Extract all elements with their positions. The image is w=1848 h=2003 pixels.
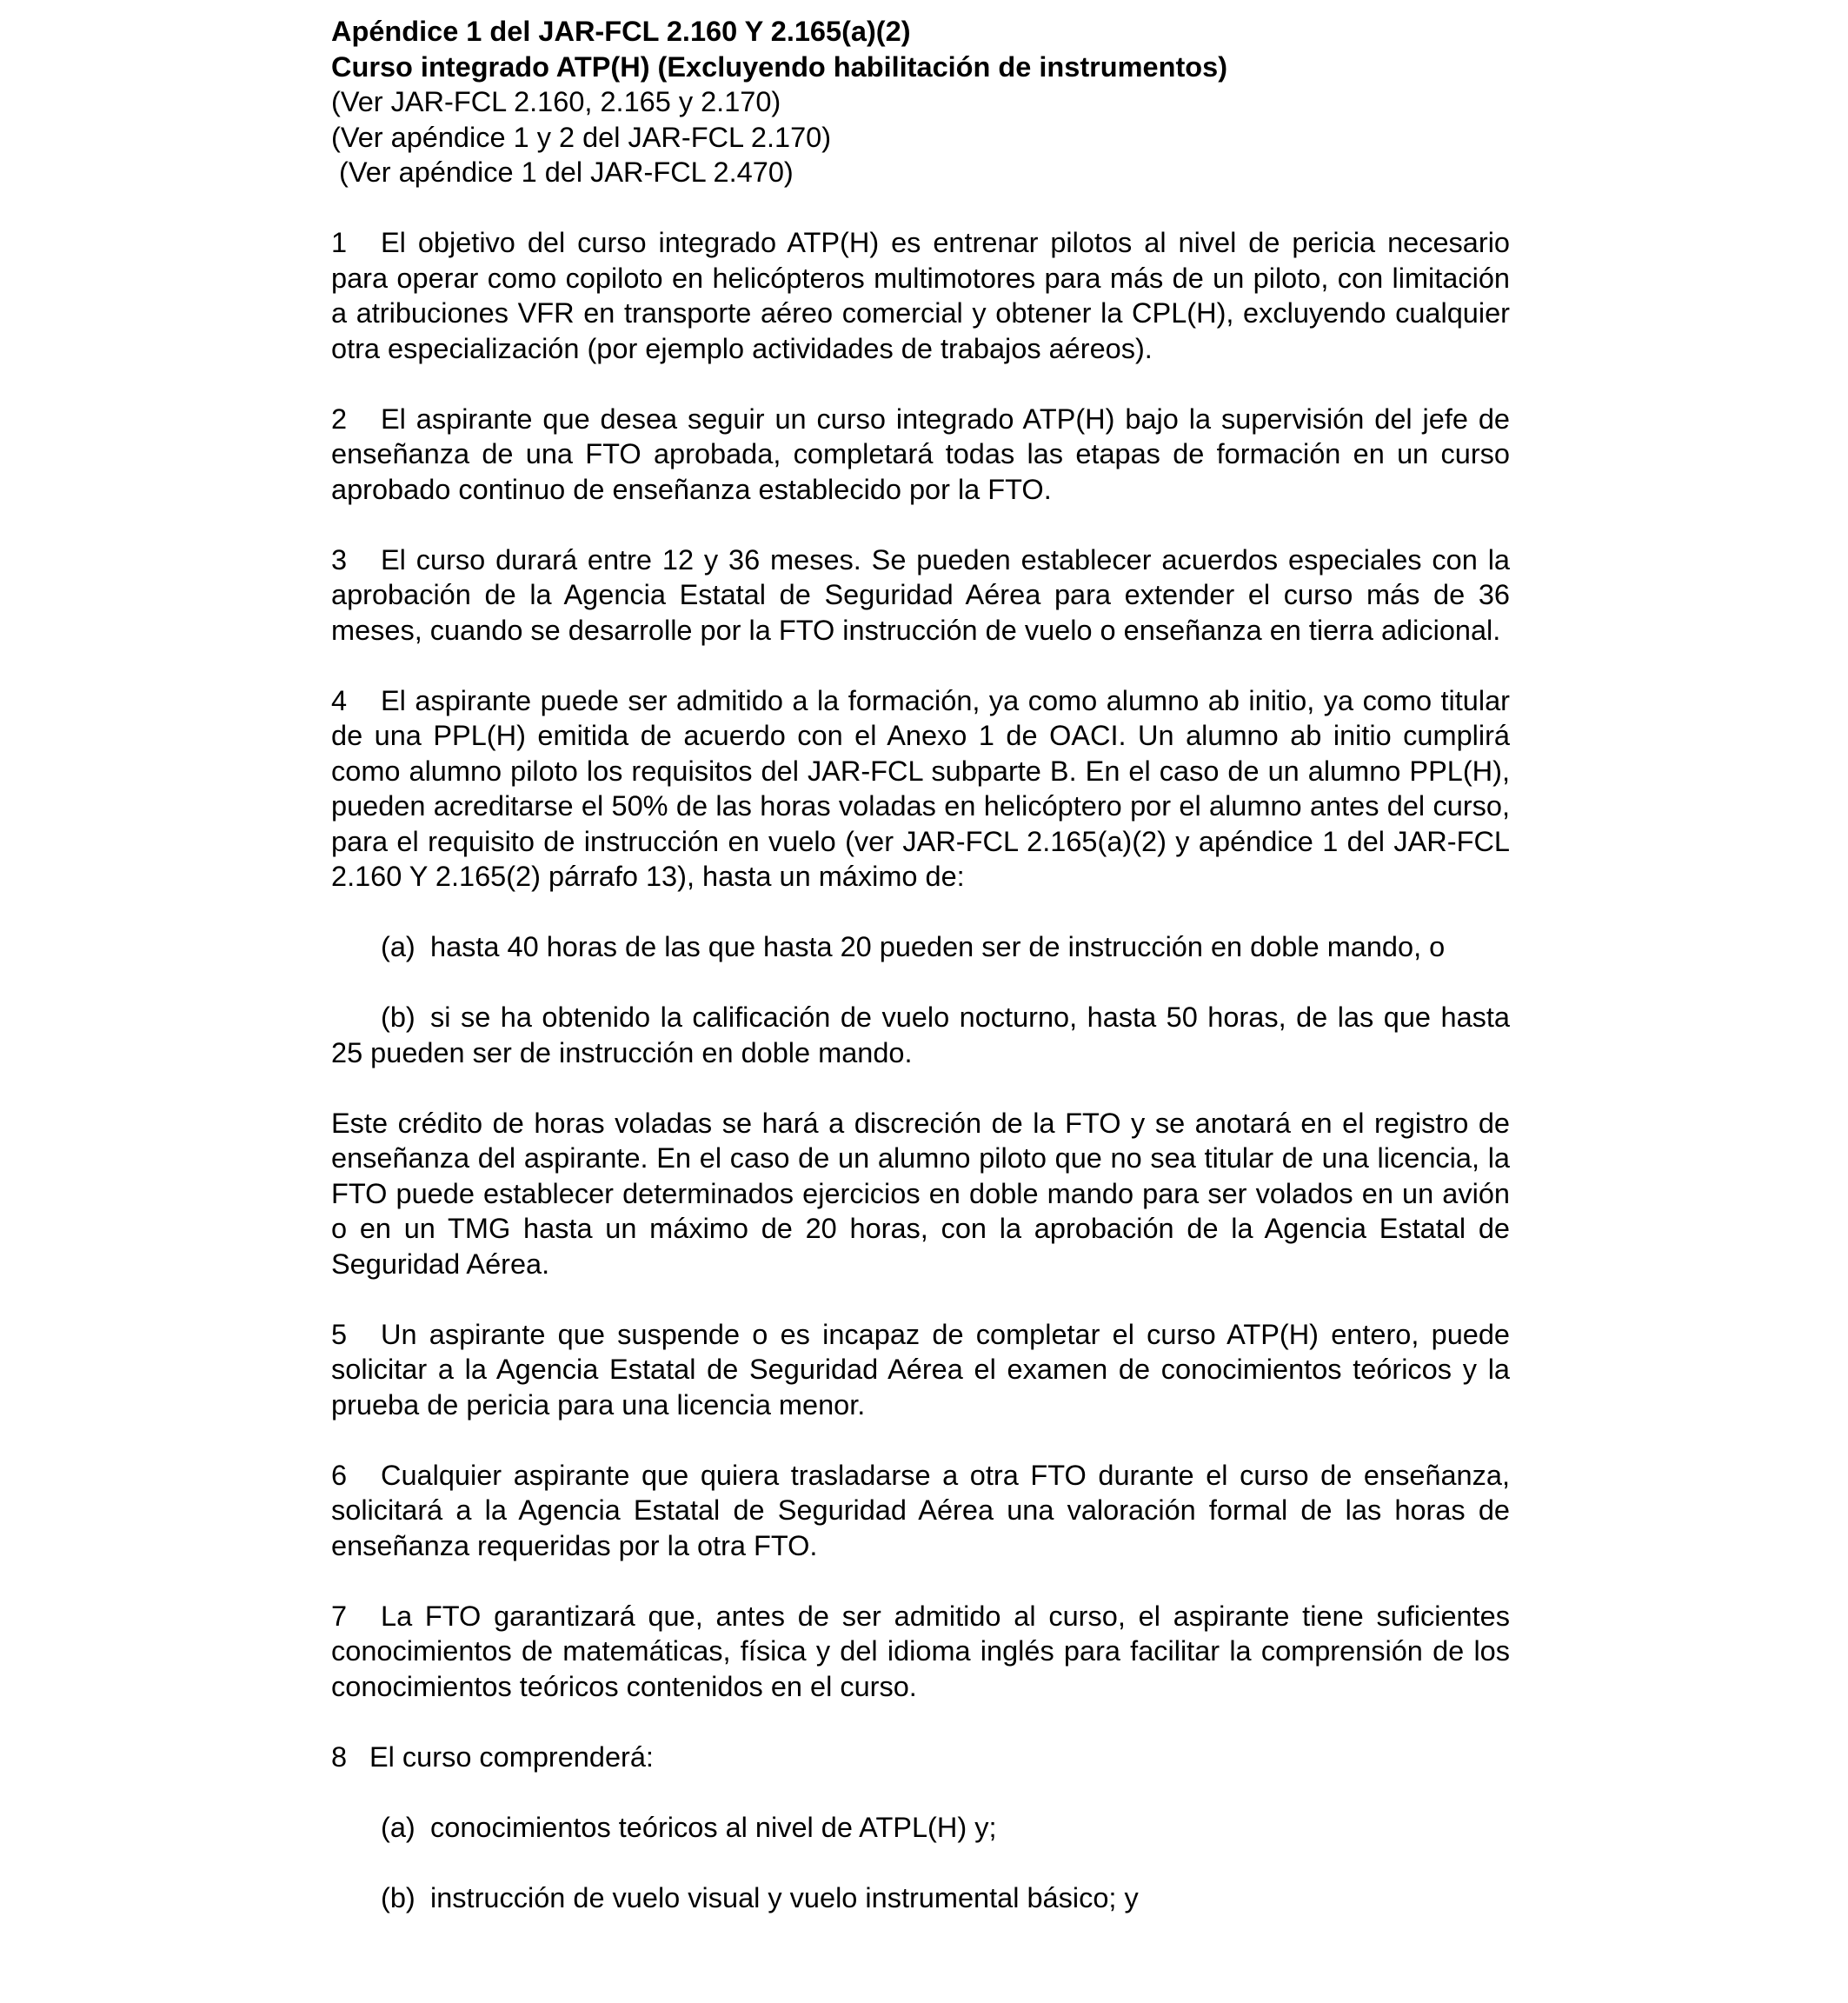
paragraph-number: 8 — [331, 1740, 348, 1773]
item-letter: (a) — [381, 931, 415, 962]
paragraph-number: 6 — [331, 1459, 348, 1491]
reference-line: (Ver JAR-FCL 2.160, 2.165 y 2.170) — [331, 86, 781, 117]
paragraph-8-item-b — [331, 1880, 1510, 1916]
paragraph-number: 4 — [331, 684, 348, 716]
paragraph-text: La FTO garantizará que, antes de ser admitido al curso, el aspirante tiene suficientes conocimientos de matemáticas, física y del idioma inglés para facilitar la comprensión de los conocimientos teóricos contenidos en el curso. — [331, 1600, 1510, 1702]
paragraph-number: 7 — [331, 1600, 348, 1632]
paragraph-4 — [331, 683, 1510, 895]
course-title: Curso integrado ATP(H) (Excluyendo habilitación de instrumentos) — [331, 50, 1228, 83]
paragraph-text: El aspirante puede ser admitido a la formación, ya como alumno ab initio, ya como titular de una PPL(H) emitida de acuerdo con el Anexo 1 de OACI. Un alumno ab initio cumplirá como alumno piloto los requisitos del JAR-FCL subparte B. En el caso de un alumno PPL(H), pueden acreditarse el 50% de las horas voladas en helicóptero por el alumno antes del curso, para el requisito de instrucción en vuelo (ver JAR-FCL 2.165(a)(2) y apéndice 1 del JAR-FCL 2.160 Y 2.165(2) párrafo 13), hasta un máximo de: — [331, 684, 1510, 892]
paragraph-text: El aspirante que desea seguir un curso integrado ATP(H) bajo la supervisión del jefe de enseñanza de una FTO aprobada, completará todas las etapas de formación en un curso aprobado continuo de enseñanza establecido por la FTO. — [331, 403, 1510, 505]
paragraph-number: 3 — [331, 543, 348, 576]
paragraph-text: Cualquier aspirante que quiera trasladarse a otra FTO durante el curso de enseñanza, solicitará a la Agencia Estatal de Seguridad Aérea una valoración formal de las horas de enseñanza requeridas por la otra FTO. — [331, 1459, 1510, 1561]
paragraph-text: El curso comprenderá: — [369, 1740, 654, 1773]
item-text: conocimientos teóricos al nivel de ATPL(H) y; — [430, 1811, 997, 1843]
paragraph-3 — [331, 542, 1510, 649]
reference-line: (Ver apéndice 1 del JAR-FCL 2.470) — [331, 156, 794, 188]
paragraph-1 — [331, 225, 1510, 366]
paragraph-6 — [331, 1458, 1510, 1564]
paragraph-text: El objetivo del curso integrado ATP(H) es entrenar pilotos al nivel de pericia necesario para operar como copiloto en helicópteros multimotores para más de un piloto, con limitación a atribuciones VFR en transporte aéreo comercial y obtener la CPL(H), excluyendo cualquier otra especialización (por ejemplo actividades de trabajos aéreos). — [331, 227, 1510, 364]
reference-line: (Ver apéndice 1 y 2 del JAR-FCL 2.170) — [331, 121, 832, 153]
credit-paragraph: Este crédito de horas voladas se hará a discreción de la FTO y se anotará en el registro de enseñanza del aspirante. En el caso de un alumno piloto que no sea titular de una licencia, la FTO puede establecer determinados ejercicios en doble mando para ser volados en un avión o en un TMG hasta un máximo de 20 horas, con la aprobación de la Agencia Estatal de Seguridad Aérea. — [331, 1107, 1510, 1280]
paragraph-number: 1 — [331, 227, 348, 258]
paragraph-text: Un aspirante que suspende o es incapaz de completar el curso ATP(H) entero, puede solicitar a la Agencia Estatal de Seguridad Aérea el examen de conocimientos teóricos y la prueba de pericia para una licencia menor. — [331, 1318, 1510, 1421]
item-letter: (a) — [381, 1811, 415, 1843]
item-text: hasta 40 horas de las que hasta 20 pueden ser de instrucción en doble mando, o — [430, 931, 1446, 962]
paragraph-2 — [331, 402, 1510, 508]
paragraph-4-item-b — [331, 1000, 1510, 1070]
paragraph-number: 5 — [331, 1318, 348, 1350]
paragraph-5 — [331, 1317, 1510, 1423]
item-text: si se ha obtenido la calificación de vuelo nocturno, hasta 50 horas, de las que hasta 25 pueden ser de instrucción en doble mando. — [331, 1002, 1510, 1068]
paragraph-number: 2 — [331, 403, 348, 435]
paragraph-8 — [331, 1740, 1510, 1775]
document-header — [331, 14, 1510, 190]
document-page — [331, 14, 1510, 1951]
item-letter: (b) — [381, 1881, 415, 1913]
item-text: instrucción de vuelo visual y vuelo instrumental básico; y — [430, 1881, 1139, 1913]
paragraph-7 — [331, 1599, 1510, 1705]
appendix-title: Apéndice 1 del JAR-FCL 2.160 Y 2.165(a)(2) — [331, 16, 911, 47]
item-letter: (b) — [381, 1002, 415, 1033]
paragraph-8-item-a — [331, 1810, 1510, 1846]
paragraph-4-item-a — [331, 929, 1510, 965]
paragraph-text: El curso durará entre 12 y 36 meses. Se pueden establecer acuerdos especiales con la aprobación de la Agencia Estatal de Seguridad Aérea para extender el curso más de 36 meses, cuando se desarrolle por la FTO instrucción de vuelo o enseñanza en tierra adicional. — [331, 543, 1510, 646]
